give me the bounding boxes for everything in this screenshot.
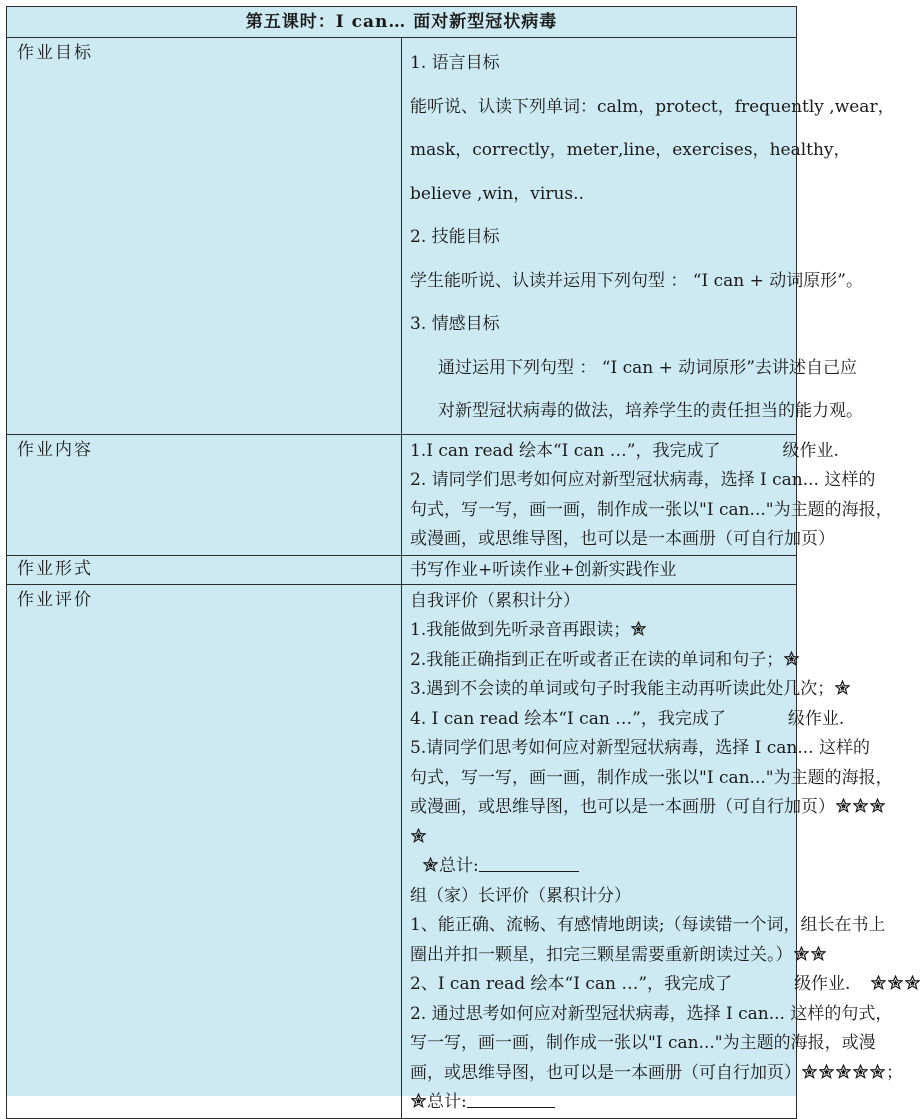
- star-outline-icon: [836, 798, 851, 813]
- eval-line: [410, 941, 793, 971]
- eval-line: [410, 1088, 788, 1118]
- star-outline-icon: [835, 680, 850, 695]
- total-label: 总计:: [439, 856, 479, 876]
- group-eval-title: 组（家）长评价（累积计分）: [410, 885, 631, 906]
- star-outline-icon: [631, 621, 646, 636]
- lesson-table: [6, 6, 903, 1119]
- eval-text: 画，或思维导图，也可以是一本画册（可自行加页）: [410, 1062, 801, 1083]
- goal-word: exercises，: [672, 140, 770, 160]
- eval-line: 1、能正确、流畅、有感情地朗读;（每读错一个词，组长在书上: [410, 915, 886, 935]
- star-outline-icon: [802, 1064, 817, 1079]
- content-text: 1.I can read 绘本“I can …”，我完成了: [410, 440, 721, 461]
- form-cell: [402, 555, 797, 584]
- star-outline-icon: [853, 1064, 868, 1079]
- star-outline-icon: [871, 975, 886, 990]
- eval-line: [410, 705, 845, 735]
- goal-word: healthy，: [769, 140, 851, 160]
- goal-word-line: [410, 129, 851, 173]
- goal-word: correctly，: [472, 140, 567, 160]
- eval-line: [410, 970, 851, 1000]
- star-outline-icon: [784, 651, 799, 666]
- eval-line: [410, 823, 788, 853]
- form-text: 书写作业+听读作业+创新实践作业: [410, 559, 677, 580]
- eval-line: 5.请同学们思考如何应对新型冠状病毒，选择 I can... 这样的: [410, 738, 870, 758]
- eval-text: 级作业.: [794, 974, 851, 994]
- content-cell: [402, 434, 893, 555]
- eval-line: [410, 675, 835, 705]
- goal-cell: [402, 38, 895, 435]
- content-line: 句式，写一写，画一画，制作成一张以"I can..."为主题的海报，: [410, 499, 893, 520]
- goal-line: 通过运用下列句型 ： “I can + 动词原形”去讲述自己应: [438, 357, 857, 378]
- eval-text: 3.遇到不会读的单词或句子时我能主动再听读此处几次；: [410, 679, 835, 699]
- goal-line: 学生能听说、认读并运用下列句型 ： “I can + 动词原形”。: [410, 270, 863, 291]
- goal-line: believe ,win，virus..: [410, 183, 584, 204]
- star-outline-icon: [411, 828, 426, 843]
- total-score-blank[interactable]: [467, 1091, 555, 1108]
- goal-line: 对新型冠状病毒的做法，培养学生的责任担当的能力观。: [438, 401, 863, 421]
- goal-label: 作业目标: [7, 38, 402, 435]
- star-outline-icon: [794, 946, 809, 961]
- star-outline-icon: [853, 798, 868, 813]
- star-outline-icon: [819, 1064, 834, 1079]
- homework-sheet: [6, 6, 903, 1112]
- eval-cell: [402, 584, 903, 1118]
- goal-line: 能听说、认读下列单词：calm，protect，frequently ,wear，: [410, 96, 895, 117]
- star-outline-icon: [411, 1093, 426, 1108]
- self-eval-title: 自我评价（累积计分）: [410, 590, 580, 611]
- eval-text: 或漫画，或思维导图，也可以是一本画册（可自行加页）: [410, 797, 835, 817]
- eval-line: [410, 1059, 903, 1089]
- goal-word: meter: [566, 140, 618, 160]
- goal-emotion-heading: 3. 情感目标: [410, 314, 500, 334]
- form-label: 作业形式: [7, 555, 402, 584]
- eval-line: [410, 793, 835, 823]
- eval-line: [410, 646, 788, 676]
- eval-label: 作业评价: [7, 584, 402, 1118]
- goal-language-heading: 1. 语言目标: [410, 53, 500, 73]
- eval-line: 2. 通过思考如何应对新型冠状病毒，选择 I can... 这样的句式，: [410, 1003, 893, 1024]
- total-label: 总计:: [427, 1092, 467, 1112]
- star-outline-icon: [888, 975, 903, 990]
- star-outline-icon: [870, 1064, 885, 1079]
- lesson-title: 第五课时：I can… 面对新型冠状病毒: [7, 7, 797, 38]
- goal-word: mask，: [410, 140, 473, 160]
- eval-text: 2.我能正确指到正在听或者正在读的单词和句子；: [410, 649, 784, 670]
- content-text: 级作业.: [782, 440, 839, 461]
- eval-text: 1.我能做到先听录音再跟读；: [410, 620, 631, 640]
- total-score-blank[interactable]: [479, 855, 579, 872]
- content-line: [410, 437, 839, 467]
- goal-skill-heading: 2. 技能目标: [410, 227, 500, 247]
- goal-word: ,line，: [617, 140, 673, 160]
- eval-text: 级作业.: [787, 708, 845, 729]
- star-outline-icon: [905, 975, 920, 990]
- star-outline-icon: [811, 946, 826, 961]
- eval-text: 4. I can read 绘本“I can …”，我完成了: [410, 708, 726, 729]
- content-label: 作业内容: [7, 434, 402, 555]
- star-outline-icon: [870, 798, 885, 813]
- content-line: 2. 请同学们思考如何应对新型冠状病毒，选择 I can... 这样的: [410, 470, 876, 490]
- eval-line: [410, 852, 788, 882]
- eval-line: 句式，写一写，画一画，制作成一张以"I can..."为主题的海报，: [410, 767, 893, 788]
- eval-text: 圈出并扣一颗星，扣完三颗星需要重新朗读过关。）: [410, 944, 793, 965]
- eval-text: ；: [886, 1062, 903, 1083]
- star-outline-icon: [836, 1064, 851, 1079]
- eval-line: [410, 616, 788, 646]
- content-line: 或漫画，或思维导图，也可以是一本画册（可自行加页）: [410, 529, 835, 549]
- star-outline-icon: [423, 857, 438, 872]
- eval-text: 2、I can read 绘本“I can …”，我完成了: [410, 974, 733, 994]
- eval-line: 写一写，画一画，制作成一张以"I can..."为主题的海报，或漫: [410, 1033, 876, 1053]
